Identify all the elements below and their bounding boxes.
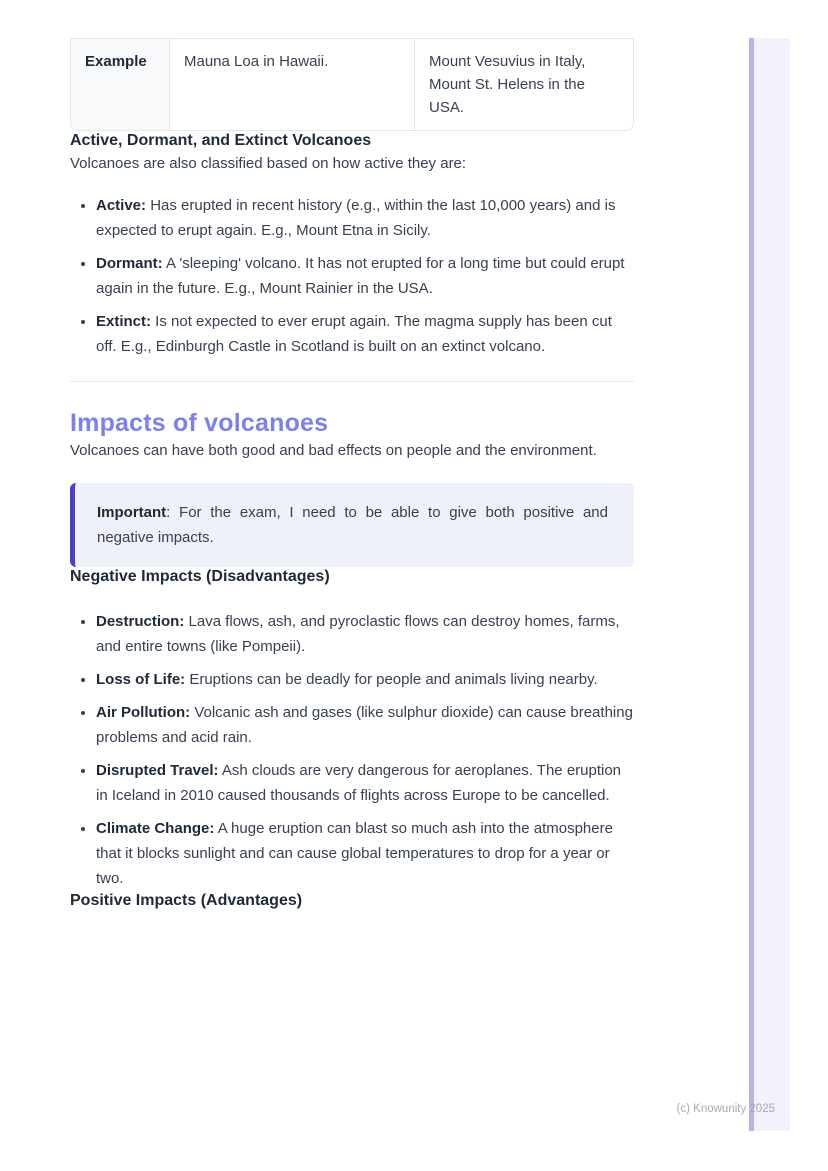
table-cell-composite-example: Mount Vesuvius in Italy, Mount St. Helens in the USA.	[429, 53, 586, 116]
activity-section-intro: Volcanoes are also classified based on how active they are:	[70, 155, 467, 172]
list-item-term: Dormant:	[96, 255, 163, 272]
footer-copyright: (c) Knowunity 2025	[676, 1103, 775, 1115]
callout-text: : For the exam, I need to be able to give both positive and negative impacts.	[97, 504, 608, 546]
list-item-text: Volcanic ash and gases (like sulphur dioxide) can cause breathing problems and acid rain.	[96, 704, 633, 746]
list-item-text: Eruptions can be deadly for people and animals living nearby.	[185, 671, 598, 688]
list-item	[96, 700, 634, 750]
negative-impacts-list	[70, 609, 634, 891]
list-item-text: Has erupted in recent history (e.g., within the last 10,000 years) and is expected to erupt again. E.g., Mount Etna in Sicily.	[96, 197, 616, 239]
section-divider	[70, 381, 634, 382]
list-item-term: Air Pollution:	[96, 704, 191, 721]
scrollbar-track[interactable]	[749, 38, 790, 1131]
list-item-text: A 'sleeping' volcano. It has not erupted for a long time but could erupt again in the future. E.g., Mount Rainier in the USA.	[96, 255, 625, 297]
list-item	[96, 816, 634, 891]
list-item-term: Loss of Life:	[96, 671, 186, 688]
volcano-types-table-fragment	[70, 38, 634, 131]
scrollbar-thumb[interactable]	[749, 38, 754, 1131]
list-item-text: Is not expected to ever erupt again. The magma supply has been cut off. E.g., Edinburgh Castle in Scotland is built on an extinct volcano.	[96, 313, 612, 355]
list-item	[96, 609, 634, 659]
list-item	[96, 309, 634, 359]
impacts-section-heading: Impacts of volcanoes	[70, 409, 329, 437]
list-item-text: A huge eruption can blast so much ash into the atmosphere that it blocks sunlight and can cause global temperatures to drop for a year or two.	[96, 820, 613, 887]
callout-label: Important	[97, 504, 167, 521]
list-item-text: Ash clouds are very dangerous for aeroplanes. The eruption in Iceland in 2010 caused thousands of flights across Europe to be cancelled.	[96, 762, 622, 804]
important-callout	[70, 483, 634, 567]
list-item-term: Extinct:	[96, 313, 152, 330]
list-item-term: Climate Change:	[96, 820, 215, 837]
list-item	[96, 758, 634, 808]
document-page-content	[70, 38, 634, 911]
list-item	[96, 193, 634, 243]
list-item-text: Lava flows, ash, and pyroclastic flows can destroy homes, farms, and entire towns (like Pompeii).	[96, 613, 620, 655]
activity-bullet-list	[70, 193, 634, 359]
table-row-label: Example	[71, 39, 170, 130]
negative-impacts-heading: Negative Impacts (Disadvantages)	[70, 568, 330, 585]
positive-impacts-heading: Positive Impacts (Advantages)	[70, 892, 303, 909]
list-item-term: Active:	[96, 197, 147, 214]
activity-section-heading: Active, Dormant, and Extinct Volcanoes	[70, 132, 372, 149]
impacts-section-intro: Volcanoes can have both good and bad effects on people and the environment.	[70, 442, 597, 459]
list-item-term: Disrupted Travel:	[96, 762, 219, 779]
table-row	[71, 39, 633, 130]
table-cell-shield-example: Mauna Loa in Hawaii.	[170, 39, 415, 130]
list-item	[96, 251, 634, 301]
list-item-term: Destruction:	[96, 613, 185, 630]
list-item	[96, 667, 634, 692]
